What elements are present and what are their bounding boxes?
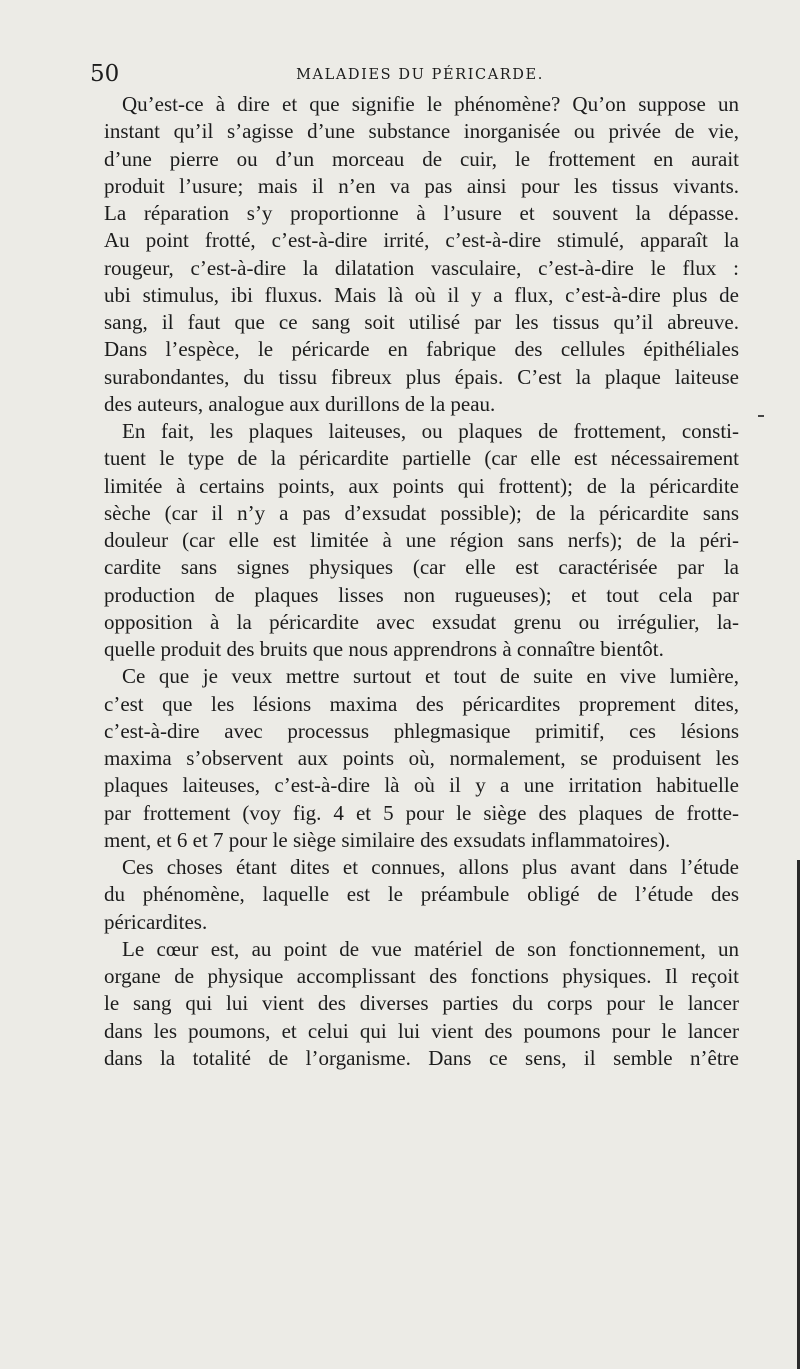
body-text [104,91,739,1072]
text-line: dans la totalité de l’organisme. Dans ce sens, il semble n’être [104,1045,739,1070]
text-line: du phénomène, laquelle est le préambule obligé de l’étude des [104,882,739,907]
text-line: instant qu’il s’agisse d’une substance inorganisée ou privée de vie, [104,119,739,144]
text-line: sèche (car il n’y a pas d’exsudat possible); de la péricardite sans [104,500,739,525]
text-line: organe de physique accomplissant des fonctions physiques. Il reçoit [104,964,739,988]
text-line: cardite sans signes physiques (car elle est caractérisée par la [104,555,739,580]
text-line: plaques laiteuses, c’est-à-dire là où il y a une irritation habituelle [104,773,739,798]
text-line: maxima s’observent aux points où, normalement, se produisent les [104,746,739,770]
text-line: produit l’usure; mais il n’en va pas ainsi pour les tissus vivants. [104,173,739,198]
text-line: rougeur, c’est-à-dire la dilatation vasculaire, c’est-à-dire le flux : [104,255,739,280]
paragraph-2 [104,418,739,663]
text-line: péricardites. [104,909,208,934]
paragraph-3 [104,663,739,854]
text-line: Qu’est-ce à dire et que signifie le phénomène? Qu’on suppose un [122,92,739,116]
paragraph-4 [104,854,739,936]
text-line: limitée à certains points, aux points qui frottent); de la péricardite [104,473,739,498]
text-line: Ces choses étant dites et connues, allons plus avant dans l’étude [122,855,739,879]
text-line: Dans l’espèce, le péricarde en fabrique des cellules épithéliales [104,337,739,362]
running-head-title: MALADIES DU PÉRICARDE. [296,67,544,83]
text-line: dans les poumons, et celui qui lui vient des poumons pour le lancer [104,1018,739,1043]
paragraph-1 [104,91,739,418]
print-speck [758,415,764,417]
paragraph-5 [104,936,739,1072]
text-line: sang, il faut que ce sang soit utilisé par les tissus qu’il abreuve. [104,310,739,334]
text-line: ment, et 6 et 7 pour le siège similaire des exsudats inflammatoires). [104,827,671,852]
text-line: par frottement (voy fig. 4 et 5 pour le siège des plaques de frotte- [104,800,739,825]
text-line: tuent le type de la péricardite partielle (car elle est nécessairement [104,446,739,471]
text-line: Au point frotté, c’est-à-dire irrité, c’est-à-dire stimulé, apparaît la [104,228,739,253]
text-line: douleur (car elle est limitée à une région sans nerfs); de la péri- [104,528,739,552]
text-line: quelle produit des bruits que nous apprendrons à connaître bientôt. [104,637,664,661]
text-line: ubi stimulus, ibi fluxus. Mais là où il y a flux, c’est-à-dire plus de [104,282,739,307]
text-line: le sang qui lui vient des diverses parties du corps pour le lancer [104,991,739,1016]
page-number: 50 [90,61,120,87]
text-line: production de plaques lisses non rugueuses); et tout cela par [104,582,739,607]
text-line: d’une pierre ou d’un morceau de cuir, le frottement en aurait [104,146,739,171]
text-line: c’est que les lésions maxima des péricardites proprement dites, [104,691,739,716]
text-line: La réparation s’y proportionne à l’usure et souvent la dépasse. [104,201,739,225]
text-line: des auteurs, analogue aux durillons de la peau. [104,391,496,416]
text-line: En fait, les plaques laiteuses, ou plaques de frottement, consti- [122,419,739,443]
text-line: surabondantes, du tissu fibreux plus épais. C’est la plaque laiteuse [104,364,739,389]
text-line: c’est-à-dire avec processus phlegmasique primitif, ces lésions [104,718,739,743]
text-line: Le cœur est, au point de vue matériel de son fonctionnement, un [122,936,739,961]
running-head [90,62,750,86]
text-line: Ce que je veux mettre surtout et tout de suite en vive lumière, [122,664,739,689]
text-line: opposition à la péricardite avec exsudat grenu ou irrégulier, la- [104,609,739,634]
